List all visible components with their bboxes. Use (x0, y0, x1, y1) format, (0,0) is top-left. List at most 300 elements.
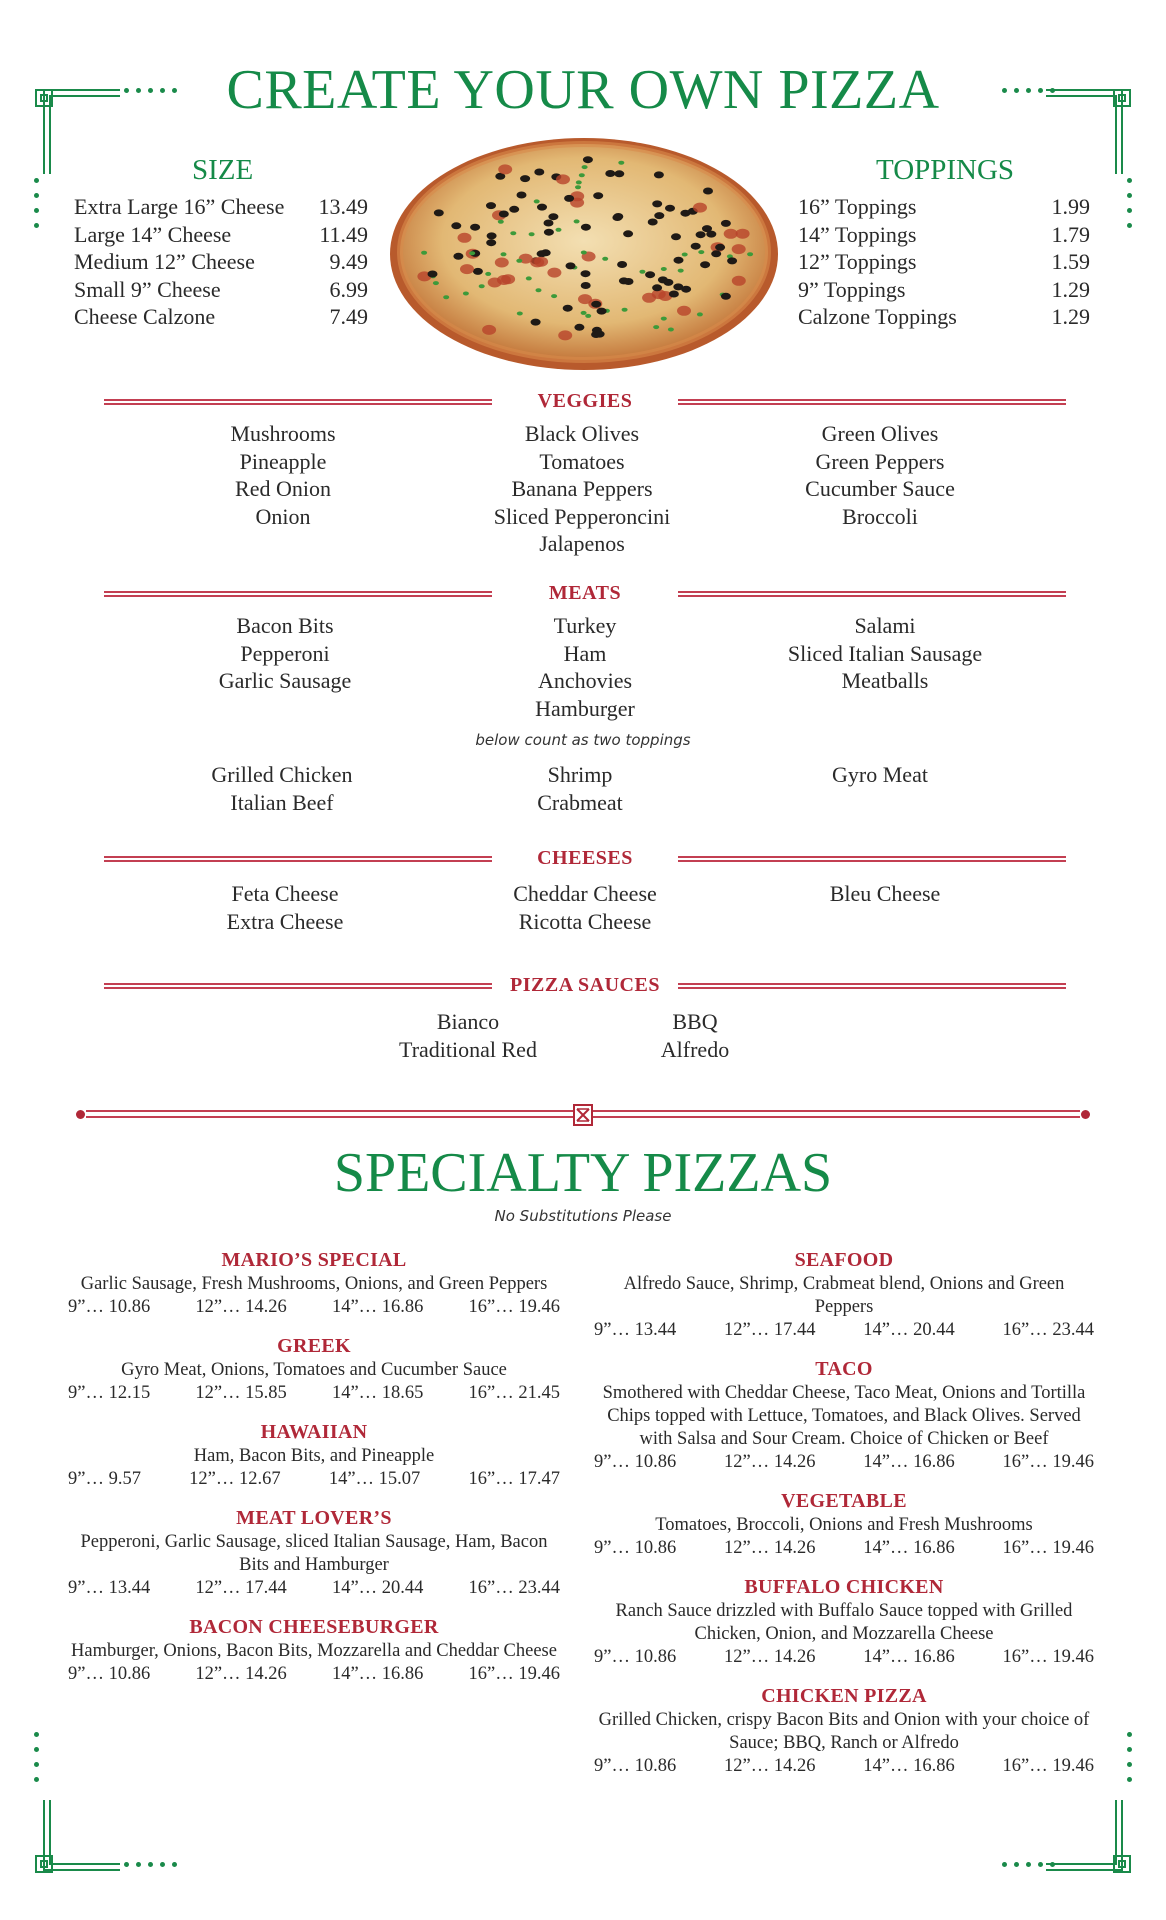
olive-topping (563, 305, 573, 312)
specialty-pizza-price: 16”… 19.46 (1002, 1647, 1094, 1667)
olive-topping (703, 188, 713, 195)
meats-heading: MEATS (548, 582, 622, 604)
specialty-pizza-name: MEAT LOVER’S (236, 1507, 392, 1529)
menu-item: Sliced Pepperoncini (493, 503, 671, 529)
olive-topping (721, 293, 731, 300)
specialty-pizza-prices (68, 1468, 560, 1491)
specialty-pizza-price: 12”… 17.44 (724, 1320, 816, 1340)
specialty-pizza-name: CHICKEN PIZZA (761, 1685, 927, 1707)
olive-topping (702, 225, 712, 232)
pepperoni-topping (578, 294, 592, 304)
cheeses-heading: CHEESES (537, 847, 633, 869)
menu-item: Cucumber Sauce (805, 476, 955, 501)
olive-topping (520, 175, 530, 182)
specialty-pizza-price: 12”… 14.26 (724, 1756, 816, 1776)
pepperoni-topping (534, 257, 548, 267)
specialty-pizza-description: Smothered with Cheddar Cheese, Taco Meat, Onions and Tortilla Chips topped with Lettuce, Tomatoes, and Black Olives. Served with Salsa and Sour Cream. Choice of Chicken or Beef (602, 1383, 1086, 1449)
olive-topping (669, 291, 679, 298)
meats-double-col-2 (470, 761, 690, 816)
specialty-pizza-price: 12”… 17.44 (195, 1578, 287, 1598)
specialty-pizza-name: VEGETABLE (781, 1490, 907, 1512)
specialty-pizza-price: 16”… 17.47 (468, 1469, 560, 1489)
specialty-pizza-price: 9”… 13.44 (594, 1320, 677, 1340)
olive-topping (499, 211, 509, 218)
specialty-pizza-item (594, 1356, 1094, 1474)
pepperoni-topping (736, 229, 750, 239)
specialty-pizza-price: 9”… 10.86 (594, 1538, 677, 1558)
size-heading: SIZE (192, 154, 254, 186)
pizza-image (388, 134, 781, 372)
pepper-topping (469, 251, 475, 255)
pepper-topping (698, 250, 704, 254)
divider-emblem-icon (573, 1103, 593, 1127)
pepper-topping (551, 294, 557, 298)
pepperoni-topping (495, 258, 509, 268)
specialty-pizza-price: 14”… 16.86 (863, 1756, 955, 1776)
specialty-title: SPECIALTY PIZZAS (333, 1142, 833, 1204)
specialty-pizza-item (68, 1419, 560, 1491)
specialty-pizza-price: 9”… 9.57 (68, 1469, 141, 1489)
olive-topping (681, 286, 691, 293)
size-label: Extra Large 16” Cheese (74, 194, 285, 219)
specialty-pizza-price: 14”… 16.86 (331, 1664, 424, 1684)
specialty-pizza-price: 14”… 20.44 (863, 1320, 955, 1340)
specialty-pizza-price: 12”… 14.26 (195, 1664, 287, 1684)
menu-item: Bleu Cheese (829, 881, 941, 906)
meats-col-1 (178, 612, 392, 695)
specialty-pizza-price: 14”… 16.86 (863, 1538, 955, 1558)
toppings-label: 12” Toppings (798, 249, 917, 274)
olive-topping (700, 261, 710, 268)
pepperoni-topping (556, 174, 570, 184)
pepper-topping (479, 284, 485, 288)
menu-item: Bacon Bits (236, 613, 334, 638)
specialty-pizza-name: HAWAIIAN (260, 1421, 368, 1443)
olive-topping (591, 301, 601, 308)
olive-topping (652, 200, 662, 207)
specialty-pizza-prices (68, 1382, 560, 1405)
menu-item: Bianco (436, 1009, 500, 1034)
toppings-row (798, 221, 1090, 249)
olive-topping (645, 271, 655, 278)
size-label: Small 9” Cheese (74, 276, 221, 302)
olive-topping (548, 213, 558, 220)
menu-item: Ham (563, 640, 607, 666)
pepper-topping (581, 311, 587, 315)
pepper-topping (622, 308, 628, 312)
specialty-pizza-price: 9”… 10.86 (594, 1452, 677, 1472)
size-price: 13.49 (318, 194, 368, 219)
pepperoni-topping (677, 306, 691, 316)
specialty-pizza-description: Grilled Chicken, crispy Bacon Bits and Onion with your choice of Sauce; BBQ, Ranch or Alfredo (598, 1710, 1090, 1753)
specialty-pizza-price: 14”… 16.86 (863, 1452, 955, 1472)
olive-topping (617, 261, 627, 268)
specialty-pizza-description: Alfredo Sauce, Shrimp, Crabmeat blend, Onions and Green Peppers (623, 1274, 1065, 1317)
specialty-pizza-price: 14”… 18.65 (331, 1383, 424, 1403)
olive-topping (654, 212, 664, 219)
olive-topping (665, 205, 675, 212)
specialty-pizza-prices (68, 1663, 560, 1686)
specialty-pizza-item (594, 1488, 1094, 1560)
specialty-pizza-description: Gyro Meat, Onions, Tomatoes and Cucumber Sauce (121, 1360, 507, 1380)
pepper-topping (421, 251, 427, 255)
ornament-dots (124, 1862, 177, 1867)
specialty-pizza-description: Ham, Bacon Bits, and Pineapple (193, 1446, 435, 1466)
olive-topping (648, 219, 658, 226)
size-label: Medium 12” Cheese (74, 249, 255, 274)
menu-item: Turkey (553, 613, 617, 638)
size-price: 7.49 (329, 304, 368, 329)
specialty-column-left (68, 1247, 560, 1700)
menu-item: Red Onion (235, 476, 331, 501)
section-divider-veggies (104, 390, 1066, 412)
olive-topping (534, 169, 544, 176)
cheeses-col-3 (770, 880, 1000, 908)
pepper-topping (534, 199, 540, 203)
toppings-price: 1.59 (1051, 249, 1090, 274)
olive-topping (581, 270, 591, 277)
olive-topping (544, 229, 554, 236)
olive-topping (574, 324, 584, 331)
pepper-topping (526, 276, 532, 280)
menu-item: Alfredo (660, 1036, 730, 1062)
olive-topping (544, 220, 554, 227)
specialty-pizza-price: 14”… 15.07 (328, 1469, 421, 1489)
olive-topping (531, 319, 541, 326)
pepperoni-topping (460, 264, 474, 274)
section-divider-meats (104, 582, 1066, 604)
pepper-topping (618, 161, 624, 165)
specialty-pizza-price: 12”… 14.26 (724, 1452, 816, 1472)
specialty-pizza-price: 12”… 14.26 (195, 1297, 287, 1317)
olive-topping (473, 268, 483, 275)
specialty-pizza-name: BACON CHEESEBURGER (189, 1616, 439, 1638)
specialty-pizza-name: MARIO’S SPECIAL (221, 1249, 407, 1271)
specialty-pizza-description: Tomatoes, Broccoli, Onions and Fresh Mushrooms (655, 1515, 1033, 1535)
olive-topping (564, 195, 574, 202)
ornament-dots (34, 1732, 39, 1782)
toppings-price: 1.99 (1051, 194, 1090, 219)
pepper-topping (579, 173, 585, 177)
size-price: 9.49 (329, 249, 368, 274)
pepper-topping (585, 314, 591, 318)
pepper-topping (556, 228, 562, 232)
specialty-pizza-description: Garlic Sausage, Fresh Mushrooms, Onions, and Green Peppers (80, 1274, 548, 1294)
menu-item: Garlic Sausage (218, 668, 352, 693)
specialty-pizza-price: 14”… 16.86 (863, 1647, 955, 1667)
ornament-dots (1002, 1862, 1055, 1867)
pepper-topping (747, 252, 753, 256)
toppings-price-list (798, 193, 1090, 331)
olive-topping (487, 232, 497, 239)
specialty-pizza-item (68, 1505, 560, 1600)
pepper-topping (516, 259, 522, 263)
pepperoni-topping (482, 325, 496, 335)
specialty-pizza-name: SEAFOOD (794, 1249, 894, 1271)
specialty-pizza-price: 16”… 19.46 (468, 1664, 560, 1684)
menu-item: Sliced Italian Sausage (787, 640, 983, 666)
olive-topping (581, 224, 591, 231)
specialty-pizza-price: 16”… 19.46 (468, 1297, 560, 1317)
specialty-pizza-prices (594, 1755, 1094, 1778)
pepper-topping (501, 252, 507, 256)
specialty-pizza-price: 9”… 10.86 (68, 1664, 151, 1684)
olive-topping (623, 230, 633, 237)
pepper-topping (574, 219, 580, 223)
olive-topping (537, 250, 547, 257)
menu-item: Jalapenos (539, 531, 625, 556)
olive-topping (671, 233, 681, 240)
toppings-label: 16” Toppings (798, 194, 917, 219)
specialty-pizza-prices (68, 1296, 560, 1319)
specialty-pizza-item (594, 1247, 1094, 1342)
sauces-col-1 (368, 1008, 568, 1063)
specialty-pizza-price: 12”… 14.26 (724, 1538, 816, 1558)
pepperoni-topping (732, 244, 746, 254)
pepperoni-topping (458, 233, 472, 243)
olive-topping (428, 271, 438, 278)
cheeses-col-1 (178, 880, 392, 935)
size-row (74, 221, 368, 249)
olive-topping (652, 284, 662, 291)
specialty-pizza-price: 14”… 20.44 (331, 1578, 424, 1598)
section-divider-cheeses (104, 847, 1066, 869)
specialty-pizza-prices (594, 1319, 1094, 1342)
toppings-row (798, 303, 1090, 331)
pepper-topping (463, 292, 469, 296)
specialty-pizza-price: 9”… 10.86 (594, 1756, 677, 1776)
menu-item: Traditional Red (399, 1036, 537, 1062)
pepper-topping (576, 180, 582, 184)
toppings-price: 1.29 (1051, 304, 1090, 329)
menu-item: Extra Cheese (226, 908, 344, 934)
pepper-topping (682, 253, 688, 257)
menu-item: Banana Peppers (511, 476, 653, 501)
page-title: CREATE YOUR OWN PIZZA (226, 59, 940, 121)
pepper-topping (602, 257, 608, 261)
cheeses-col-2 (478, 880, 692, 935)
pepperoni-topping (693, 203, 707, 213)
menu-item: Cheddar Cheese (513, 881, 657, 906)
specialty-pizza-price: 12”… 14.26 (724, 1647, 816, 1667)
olive-topping (654, 171, 664, 178)
specialty-pizza-item (68, 1333, 560, 1405)
specialty-pizza-item (594, 1683, 1094, 1778)
specialty-pizza-price: 16”… 19.46 (1002, 1538, 1094, 1558)
olive-topping (593, 192, 603, 199)
pepper-topping (485, 272, 491, 276)
ornament-dots (34, 178, 39, 228)
olive-topping (566, 262, 576, 269)
olive-topping (663, 279, 673, 286)
section-divider-specialty (76, 1103, 1090, 1127)
specialty-pizza-price: 12”… 15.85 (195, 1383, 287, 1403)
toppings-row (798, 193, 1090, 221)
veggies-heading: VEGGIES (537, 390, 633, 412)
specialty-pizza-price: 16”… 23.44 (468, 1578, 560, 1598)
veggies-col-3 (770, 420, 990, 530)
toppings-price: 1.79 (1051, 221, 1090, 247)
size-row (74, 248, 368, 276)
pepper-topping (536, 288, 542, 292)
menu-item: Pepperoni (240, 640, 330, 666)
specialty-pizza-price: 9”… 13.44 (68, 1578, 151, 1598)
olive-topping (721, 220, 731, 227)
specialty-pizza-price: 16”… 19.46 (1002, 1756, 1094, 1776)
corner-ornament-bottom-right (976, 1800, 1136, 1920)
specialty-pizza-prices (594, 1537, 1094, 1560)
specialty-pizza-name: TACO (815, 1358, 873, 1380)
olive-topping (711, 250, 721, 257)
pepper-topping (639, 270, 645, 274)
pepperoni-topping (724, 229, 738, 239)
pepper-topping (581, 251, 587, 255)
size-price: 6.99 (329, 276, 368, 302)
olive-topping (674, 257, 684, 264)
menu-item: Green Olives (821, 421, 939, 446)
pepper-topping (433, 281, 439, 285)
specialty-pizza-price: 9”… 12.15 (68, 1383, 151, 1403)
menu-item: Hamburger (535, 695, 635, 721)
menu-item: Meatballs (841, 668, 929, 693)
specialty-pizza-price: 9”… 10.86 (68, 1297, 151, 1317)
section-divider-sauces (104, 974, 1066, 996)
olive-topping (605, 170, 615, 177)
olive-topping (715, 244, 725, 251)
pepper-topping (661, 317, 667, 321)
specialty-pizza-description: Pepperoni, Garlic Sausage, sliced Italian Sausage, Ham, Bacon Bits and Hamburger (80, 1532, 548, 1575)
toppings-label: 14” Toppings (798, 221, 917, 247)
toppings-price: 1.29 (1051, 276, 1090, 302)
pepperoni-topping (732, 276, 746, 286)
pepper-topping (517, 312, 523, 316)
pepper-topping (529, 232, 535, 236)
menu-item: BBQ (672, 1009, 718, 1034)
olive-topping (486, 202, 496, 209)
size-row (74, 276, 368, 304)
pepperoni-topping (642, 293, 656, 303)
specialty-pizza-price: 16”… 23.44 (1002, 1320, 1094, 1340)
specialty-pizza-prices (68, 1577, 560, 1600)
menu-item: Broccoli (842, 503, 918, 529)
olive-topping (537, 204, 547, 211)
sauces-col-2 (620, 1008, 770, 1063)
specialty-pizza-name: BUFFALO CHICKEN (744, 1576, 944, 1598)
olive-topping (453, 253, 463, 260)
menu-item: Grilled Chicken (211, 762, 353, 787)
pepper-topping (678, 269, 684, 273)
pepperoni-topping (558, 330, 572, 340)
size-row (74, 303, 368, 331)
toppings-heading: TOPPINGS (876, 154, 1015, 186)
menu-item: Feta Cheese (231, 881, 339, 906)
pepper-topping (510, 231, 516, 235)
olive-topping (451, 222, 461, 229)
pepper-topping (653, 325, 659, 329)
specialty-pizza-description: Ranch Sauce drizzled with Buffalo Sauce topped with Grilled Chicken, Onion, and Mozzarella Cheese (615, 1601, 1073, 1644)
ornament-dots (1127, 178, 1132, 228)
specialty-pizza-name: GREEK (277, 1335, 351, 1357)
olive-topping (486, 239, 496, 246)
size-label: Large 14” Cheese (74, 221, 232, 247)
olive-topping (583, 156, 593, 163)
specialty-pizza-price: 9”… 10.86 (594, 1647, 677, 1667)
menu-item: Gyro Meat (832, 762, 928, 787)
specialty-pizza-description: Hamburger, Onions, Bacon Bits, Mozzarella and Cheddar Cheese (71, 1641, 557, 1661)
specialty-pizza-prices (594, 1646, 1094, 1669)
menu-item: Black Olives (524, 421, 640, 446)
menu-item: Onion (255, 503, 311, 529)
menu-item: Anchovies (537, 668, 633, 693)
olive-topping (434, 209, 444, 216)
specialty-subtitle: No Substitutions Please (494, 1207, 672, 1225)
pepper-topping (443, 295, 449, 299)
menu-item: Salami (854, 613, 916, 638)
olive-topping (581, 282, 591, 289)
meats-double-col-1 (172, 761, 392, 816)
toppings-label: Calzone Toppings (798, 304, 957, 329)
olive-topping (696, 231, 706, 238)
olive-topping (509, 206, 519, 213)
menu-item: Tomatoes (539, 448, 625, 474)
toppings-row (798, 248, 1090, 276)
olive-topping (595, 331, 605, 338)
pepper-topping (668, 328, 674, 332)
menu-item: Pineapple (239, 448, 327, 474)
specialty-pizza-prices (594, 1451, 1094, 1474)
olive-topping (619, 277, 629, 284)
menu-item: Ricotta Cheese (518, 908, 652, 934)
olive-topping (517, 192, 527, 199)
menu-item: Shrimp (547, 762, 613, 787)
pepperoni-topping (488, 278, 502, 288)
meats-col-2 (478, 612, 692, 722)
pepper-topping (498, 220, 504, 224)
pepperoni-topping (498, 164, 512, 174)
olive-topping (614, 170, 624, 177)
veggies-col-2 (462, 420, 702, 558)
veggies-col-1 (178, 420, 388, 530)
specialty-pizza-price: 16”… 21.45 (468, 1383, 560, 1403)
specialty-pizza-price: 14”… 16.86 (331, 1297, 424, 1317)
menu-item: Mushrooms (230, 421, 336, 446)
specialty-column-right (594, 1247, 1094, 1792)
ornament-dots (1127, 1732, 1132, 1782)
sauces-heading: PIZZA SAUCES (510, 974, 660, 996)
corner-ornament-bottom-left (30, 1800, 190, 1920)
olive-topping (613, 213, 623, 220)
pepper-topping (575, 185, 581, 189)
toppings-row (798, 276, 1090, 304)
olive-topping (727, 257, 737, 264)
meats-double-col-3 (770, 761, 990, 789)
size-label: Cheese Calzone (74, 304, 216, 329)
olive-topping (691, 243, 701, 250)
size-price: 11.49 (319, 221, 368, 247)
toppings-label: 9” Toppings (798, 276, 906, 302)
menu-item: Green Peppers (815, 448, 945, 474)
size-row (74, 193, 368, 221)
pepper-topping (697, 312, 703, 316)
menu-item: Crabmeat (537, 789, 623, 815)
meats-col-3 (760, 612, 1010, 695)
specialty-pizza-item (68, 1614, 560, 1686)
pepper-topping (582, 165, 588, 169)
specialty-pizza-item (68, 1247, 560, 1319)
specialty-pizza-price: 12”… 12.67 (189, 1469, 281, 1489)
double-topping-note: below count as two toppings (475, 731, 691, 749)
pepperoni-topping (547, 268, 561, 278)
